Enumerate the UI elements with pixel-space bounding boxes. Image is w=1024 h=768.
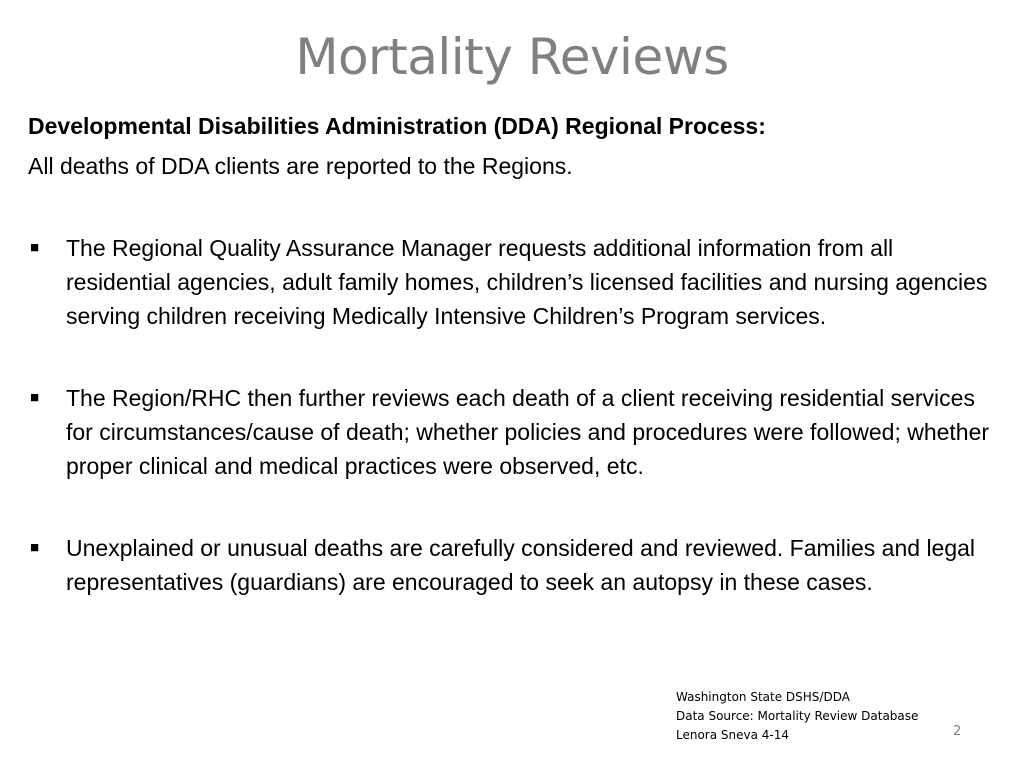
footer-source (676, 688, 918, 745)
bullet-item (28, 231, 1003, 333)
square-bullet-icon: ■ (30, 539, 40, 556)
intro-text: All deaths of DDA clients are reported to the Regions. (28, 153, 573, 179)
bullet-item (28, 381, 1003, 483)
bullet-text: Unexplained or unusual deaths are carefully considered and reviewed. Families and legal representatives (guardians) are encouraged to seek an autopsy in these cases. (66, 535, 976, 595)
footer-data-source: Data Source: Mortality Review Database (676, 709, 919, 723)
square-bullet-icon: ■ (30, 239, 40, 256)
bullet-text: The Regional Quality Assurance Manager requests additional information from all residential agencies, adult family homes, children’s licensed facilities and nursing agencies serving children receiving Medically Intensive Children’s Program services. (66, 235, 988, 329)
page-number: 2 (953, 724, 962, 739)
process-heading: Developmental Disabilities Administration (DDA) Regional Process: (28, 113, 766, 139)
footer-org: Washington State DSHS/DDA (676, 690, 850, 704)
footer-author: Lenora Sneva 4-14 (676, 728, 790, 742)
bullet-list (28, 231, 1003, 647)
bullet-item (28, 531, 1003, 599)
square-bullet-icon: ■ (30, 389, 40, 406)
slide-title: Mortality Reviews (295, 28, 729, 86)
bullet-text: The Region/RHC then further reviews each death of a client receiving residential services for circumstances/cause of death; whether policies and procedures were followed; whether proper clinical and medical practices were observed, etc. (66, 385, 990, 479)
